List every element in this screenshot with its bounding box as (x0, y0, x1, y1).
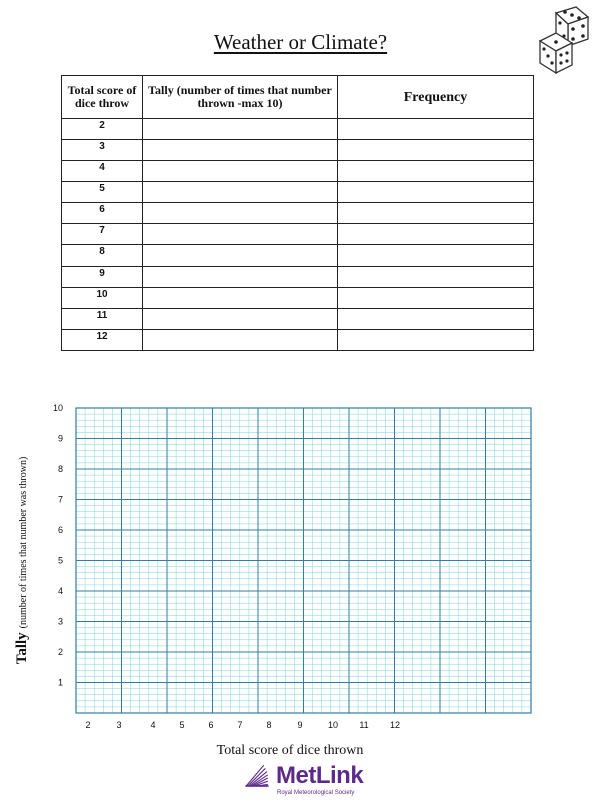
dice-icon (532, 3, 600, 75)
y-axis-label-sub: (number of times that number was thrown) (18, 456, 29, 629)
table-row (62, 182, 534, 203)
tally-cell[interactable] (143, 203, 338, 224)
y-tick-label: 8 (57, 464, 63, 474)
graph-paper-chart (0, 395, 601, 775)
y-tick-label: 2 (57, 647, 63, 657)
header-total-score: Total score of dice throw (62, 76, 143, 119)
tally-cell[interactable] (143, 161, 338, 182)
score-cell: 5 (62, 182, 143, 203)
frequency-cell[interactable] (338, 287, 534, 308)
x-tick-label: 3 (116, 720, 122, 730)
frequency-cell[interactable] (338, 266, 534, 287)
table-row (62, 245, 534, 266)
y-tick-label: 3 (57, 616, 63, 627)
tally-cell[interactable] (143, 119, 338, 140)
score-cell: 3 (62, 140, 143, 161)
tally-graph (0, 395, 601, 775)
table-row (62, 287, 534, 308)
frequency-cell[interactable] (338, 182, 534, 203)
tally-table (61, 75, 534, 351)
tally-cell[interactable] (143, 245, 338, 266)
y-axis-label-main: Tally (14, 632, 30, 665)
frequency-cell[interactable] (338, 140, 534, 161)
y-tick-label: 7 (57, 494, 63, 505)
table-row (62, 308, 534, 329)
frequency-cell[interactable] (338, 203, 534, 224)
table-row (62, 203, 534, 224)
x-tick-label: 9 (297, 720, 303, 730)
score-cell: 10 (62, 287, 143, 308)
table-row (62, 119, 534, 140)
tally-cell[interactable] (143, 140, 338, 161)
x-tick-label: 12 (389, 720, 401, 730)
x-axis-label: Total score of dice thrown (216, 743, 364, 758)
logo-subtitle: Royal Meteorological Society (277, 790, 355, 796)
frequency-cell[interactable] (338, 329, 534, 350)
x-tick-label: 8 (266, 720, 272, 730)
tally-cell[interactable] (143, 182, 338, 203)
x-tick-label: 5 (179, 720, 185, 730)
table-row (62, 140, 534, 161)
score-cell: 2 (62, 119, 143, 140)
score-cell: 8 (62, 245, 143, 266)
y-tick-label: 6 (57, 525, 63, 535)
score-cell: 12 (62, 329, 143, 350)
y-tick-label: 9 (57, 433, 63, 444)
header-frequency: Frequency (338, 76, 534, 119)
table-row (62, 266, 534, 287)
x-tick-label: 4 (150, 720, 156, 730)
score-cell: 9 (62, 266, 143, 287)
tally-cell[interactable] (143, 287, 338, 308)
frequency-cell[interactable] (338, 308, 534, 329)
score-cell: 11 (62, 308, 143, 329)
frequency-cell[interactable] (338, 224, 534, 245)
header-tally: Tally (number of times that number thrown -max 10) (143, 76, 338, 119)
tally-cell[interactable] (143, 329, 338, 350)
tally-cell[interactable] (143, 308, 338, 329)
x-tick-label: 10 (327, 720, 339, 730)
table-row (62, 224, 534, 245)
metlink-logo-icon (243, 762, 275, 794)
frequency-cell[interactable] (338, 161, 534, 182)
y-tick-label: 1 (57, 677, 63, 688)
table-row (62, 161, 534, 182)
x-tick-label: 6 (208, 720, 214, 730)
logo-name: MetLink (276, 762, 364, 789)
tally-cell[interactable] (143, 266, 338, 287)
page-title: Weather or Climate? (213, 30, 388, 54)
score-cell: 6 (62, 203, 143, 224)
table-row (62, 329, 534, 350)
x-tick-label: 11 (359, 720, 369, 730)
x-tick-label: 2 (85, 720, 91, 730)
y-tick-label: 10 (52, 403, 63, 413)
x-tick-label: 7 (237, 720, 243, 730)
frequency-cell[interactable] (338, 119, 534, 140)
frequency-cell[interactable] (338, 245, 534, 266)
y-tick-label: 4 (57, 586, 63, 596)
score-cell: 4 (62, 161, 143, 182)
y-axis-label (14, 457, 30, 665)
tally-cell[interactable] (143, 224, 338, 245)
score-cell: 7 (62, 224, 143, 245)
y-tick-label: 5 (57, 555, 63, 566)
